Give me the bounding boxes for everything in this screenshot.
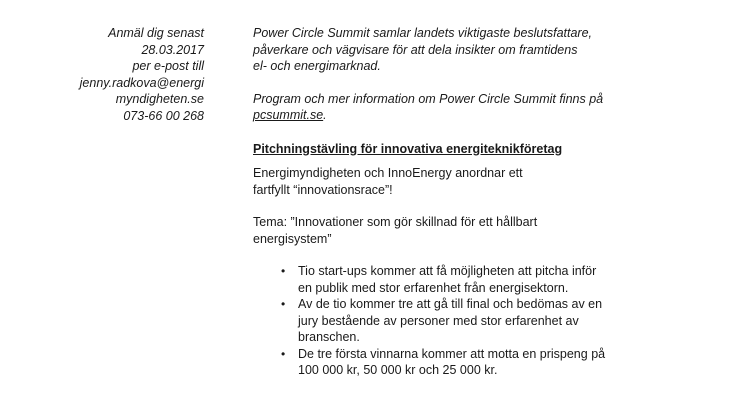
- bullet-line: Av de tio kommer tre att gå till final och bedömas av en: [298, 297, 603, 311]
- pitch-heading: Pitchningstävling för innovativa energiteknikföretag: [253, 141, 563, 156]
- bullet-icon: •: [281, 297, 286, 311]
- organizers-paragraph: [253, 165, 693, 198]
- theme-paragraph: [253, 214, 693, 247]
- pcsummit-link[interactable]: pcsummit.se: [253, 108, 324, 122]
- contact-phone: 073-66 00 268: [123, 108, 204, 123]
- bullet-icon: •: [281, 346, 286, 361]
- bullet-line: 100 000 kr, 50 000 kr och 25 000 kr.: [298, 363, 498, 377]
- bullet-line: De tre första vinnarna kommer att motta en prispeng på: [298, 346, 606, 361]
- intro-line: Power Circle Summit samlar landets viktigaste beslutsfattare,: [253, 26, 593, 40]
- intro-line: el- och energimarknad.: [253, 59, 381, 73]
- bullet-line: branschen.: [298, 330, 360, 344]
- bullet-icon: •: [281, 264, 286, 278]
- organizers-line: fartfyllt “innovationsrace”!: [253, 182, 393, 197]
- intro-line: påverkare och vägvisare för att dela insikter om framtidens: [253, 42, 578, 57]
- program-info-text: Program och mer information om Power Circle Summit finns på: [253, 91, 604, 106]
- bullet-line: en publik med stor erfarenhet från energisektorn.: [298, 280, 569, 295]
- list-item: [281, 263, 693, 296]
- intro-paragraph: [253, 25, 693, 75]
- list-item: [281, 296, 693, 346]
- bullet-line: jury bestående av personer med stor erfarenhet av: [298, 313, 579, 328]
- contact-email-part1[interactable]: jenny.radkova@energi: [79, 75, 204, 90]
- theme-line: energisystem”: [253, 231, 332, 246]
- theme-line: Tema: ”Innovationer som gör skillnad för ett hållbart: [253, 215, 538, 229]
- program-info-paragraph: [253, 91, 693, 124]
- registration-deadline-date: 28.03.2017: [141, 42, 204, 57]
- registration-method: per e-post till: [132, 59, 204, 73]
- registration-info: [40, 25, 204, 124]
- list-item: [281, 346, 693, 379]
- program-info-trailing: .: [323, 108, 327, 122]
- registration-deadline-label: Anmäl dig senast: [108, 26, 204, 40]
- contact-email-part2[interactable]: myndigheten.se: [115, 92, 204, 106]
- bullet-line: Tio start-ups kommer att få möjligheten att pitcha inför: [298, 264, 597, 278]
- organizers-line: Energimyndigheten och InnoEnergy anordnar ett: [253, 166, 523, 180]
- main-content: [253, 25, 693, 379]
- pitch-bullet-list: [253, 263, 693, 379]
- program-info-link-line: [253, 107, 693, 124]
